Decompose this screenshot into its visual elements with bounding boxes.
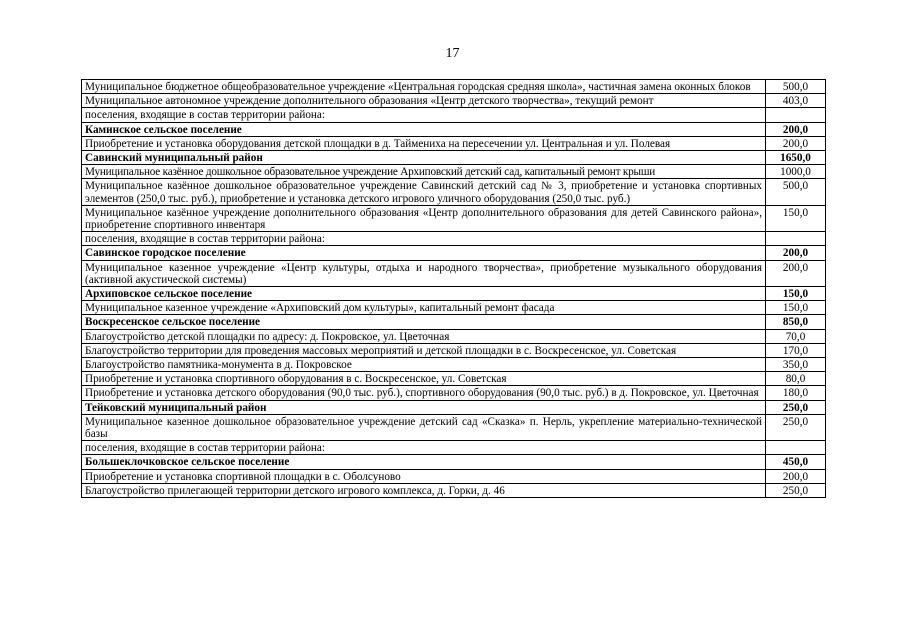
section-title: Тейковский муниципальный район <box>82 400 766 414</box>
table-row <box>82 136 826 150</box>
row-amount: 250,0 <box>766 483 826 497</box>
row-description: Муниципальное казенное дошкольное образовательное учреждение детский сад «Сказка» п. Нерль, укрепление материально-технической базы <box>82 414 766 440</box>
row-description: Муниципальное казённое дошкольное образовательное учреждение Архиповский детский сад, капитальный ремонт крыши <box>82 165 766 179</box>
table-row-subtotal <box>82 400 826 414</box>
table-row <box>82 372 826 386</box>
table-row <box>82 441 826 455</box>
row-amount: 200,0 <box>766 136 826 150</box>
row-amount <box>766 232 826 246</box>
table-row <box>82 205 826 231</box>
table-row <box>82 386 826 400</box>
row-amount: 70,0 <box>766 329 826 343</box>
section-title: Архиповское сельское поселение <box>82 287 766 301</box>
row-description: Муниципальное казенное учреждение «Центр культуры, отдыха и народного творчества», приобретение музыкального оборудования (активной акустической системы) <box>82 260 766 286</box>
section-amount: 150,0 <box>766 287 826 301</box>
section-amount: 1650,0 <box>766 151 826 165</box>
row-description: поселения, входящие в состав территории района: <box>82 232 766 246</box>
section-amount: 200,0 <box>766 246 826 260</box>
table-row <box>82 329 826 343</box>
section-title: Савинское городское поселение <box>82 246 766 260</box>
table-row-subtotal <box>82 455 826 469</box>
row-amount: 500,0 <box>766 80 826 94</box>
row-amount: 250,0 <box>766 414 826 440</box>
table-row <box>82 483 826 497</box>
row-amount: 80,0 <box>766 372 826 386</box>
budget-table <box>81 79 826 498</box>
section-amount: 250,0 <box>766 400 826 414</box>
table-row <box>82 165 826 179</box>
section-amount: 850,0 <box>766 315 826 329</box>
row-description: Муниципальное казённое дошкольное образовательное учреждение Савинский детский сад № 3, приобретение и установка спортивных элементов (250,0 тыс. руб.), приобретение и установка детского игрового уличного оборудования (250,0 тыс. руб.) <box>82 179 766 205</box>
section-title: Савинский муниципальный район <box>82 151 766 165</box>
row-description: Муниципальное казенное учреждение «Архиповский дом культуры», капитальный ремонт фасада <box>82 301 766 315</box>
row-amount: 180,0 <box>766 386 826 400</box>
row-description: Муниципальное автономное учреждение дополнительного образования «Центр детского творчества», текущий ремонт <box>82 94 766 108</box>
row-description: Приобретение и установка спортивной площадки в с. Оболсуново <box>82 469 766 483</box>
table-row <box>82 343 826 357</box>
table-row <box>82 108 826 122</box>
row-amount: 170,0 <box>766 343 826 357</box>
table-row <box>82 80 826 94</box>
section-title: Воскресенское сельское поселение <box>82 315 766 329</box>
row-description: Муниципальное казённое учреждение дополнительного образования «Центр дополнительного образования для детей Савинского района», приобретение спортивного инвентаря <box>82 205 766 231</box>
row-amount: 403,0 <box>766 94 826 108</box>
page-number: 17 <box>445 46 460 61</box>
table-row <box>82 414 826 440</box>
row-amount: 500,0 <box>766 179 826 205</box>
table-row-subtotal <box>82 315 826 329</box>
table-row-subtotal <box>82 122 826 136</box>
row-amount <box>766 108 826 122</box>
row-description: Муниципальное бюджетное общеобразовательное учреждение «Центральная городская средняя школа», частичная замена оконных блоков <box>82 80 766 94</box>
row-amount <box>766 441 826 455</box>
row-description: поселения, входящие в состав территории района: <box>82 108 766 122</box>
row-amount: 350,0 <box>766 358 826 372</box>
section-amount: 200,0 <box>766 122 826 136</box>
table-row-subtotal <box>82 287 826 301</box>
row-amount: 200,0 <box>766 469 826 483</box>
row-description: Благоустройство прилегающей территории детского игрового комплекса, д. Горки, д. 46 <box>82 483 766 497</box>
table-row <box>82 232 826 246</box>
section-amount: 450,0 <box>766 455 826 469</box>
row-amount: 1000,0 <box>766 165 826 179</box>
table-row <box>82 260 826 286</box>
section-title: Каминское сельское поселение <box>82 122 766 136</box>
row-description: Приобретение и установка спортивного оборудования в с. Воскресенское, ул. Советская <box>82 372 766 386</box>
table-row-subtotal <box>82 246 826 260</box>
table-row <box>82 179 826 205</box>
row-description: поселения, входящие в состав территории района: <box>82 441 766 455</box>
table-row <box>82 358 826 372</box>
section-title: Большеклочковское сельское поселение <box>82 455 766 469</box>
row-amount: 150,0 <box>766 301 826 315</box>
budget-table-body <box>82 80 826 498</box>
row-amount: 200,0 <box>766 260 826 286</box>
table-row-subtotal <box>82 151 826 165</box>
row-description: Приобретение и установка детского оборудования (90,0 тыс. руб.), спортивного оборудования (90,0 тыс. руб.) в д. Покровское, ул. Цветочная <box>82 386 766 400</box>
row-description: Благоустройство территории для проведения массовых мероприятий и детской площадки в с. Воскресенское, ул. Советская <box>82 343 766 357</box>
table-row <box>82 469 826 483</box>
row-description: Благоустройство памятника-монумента в д. Покровское <box>82 358 766 372</box>
table-row <box>82 94 826 108</box>
table-row <box>82 301 826 315</box>
row-description: Приобретение и установка оборудования детской площадки в д. Таймениха на пересечении ул. Центральная и ул. Полевая <box>82 136 766 150</box>
row-amount: 150,0 <box>766 205 826 231</box>
row-description: Благоустройство детской площадки по адресу: д. Покровское, ул. Цветочная <box>82 329 766 343</box>
